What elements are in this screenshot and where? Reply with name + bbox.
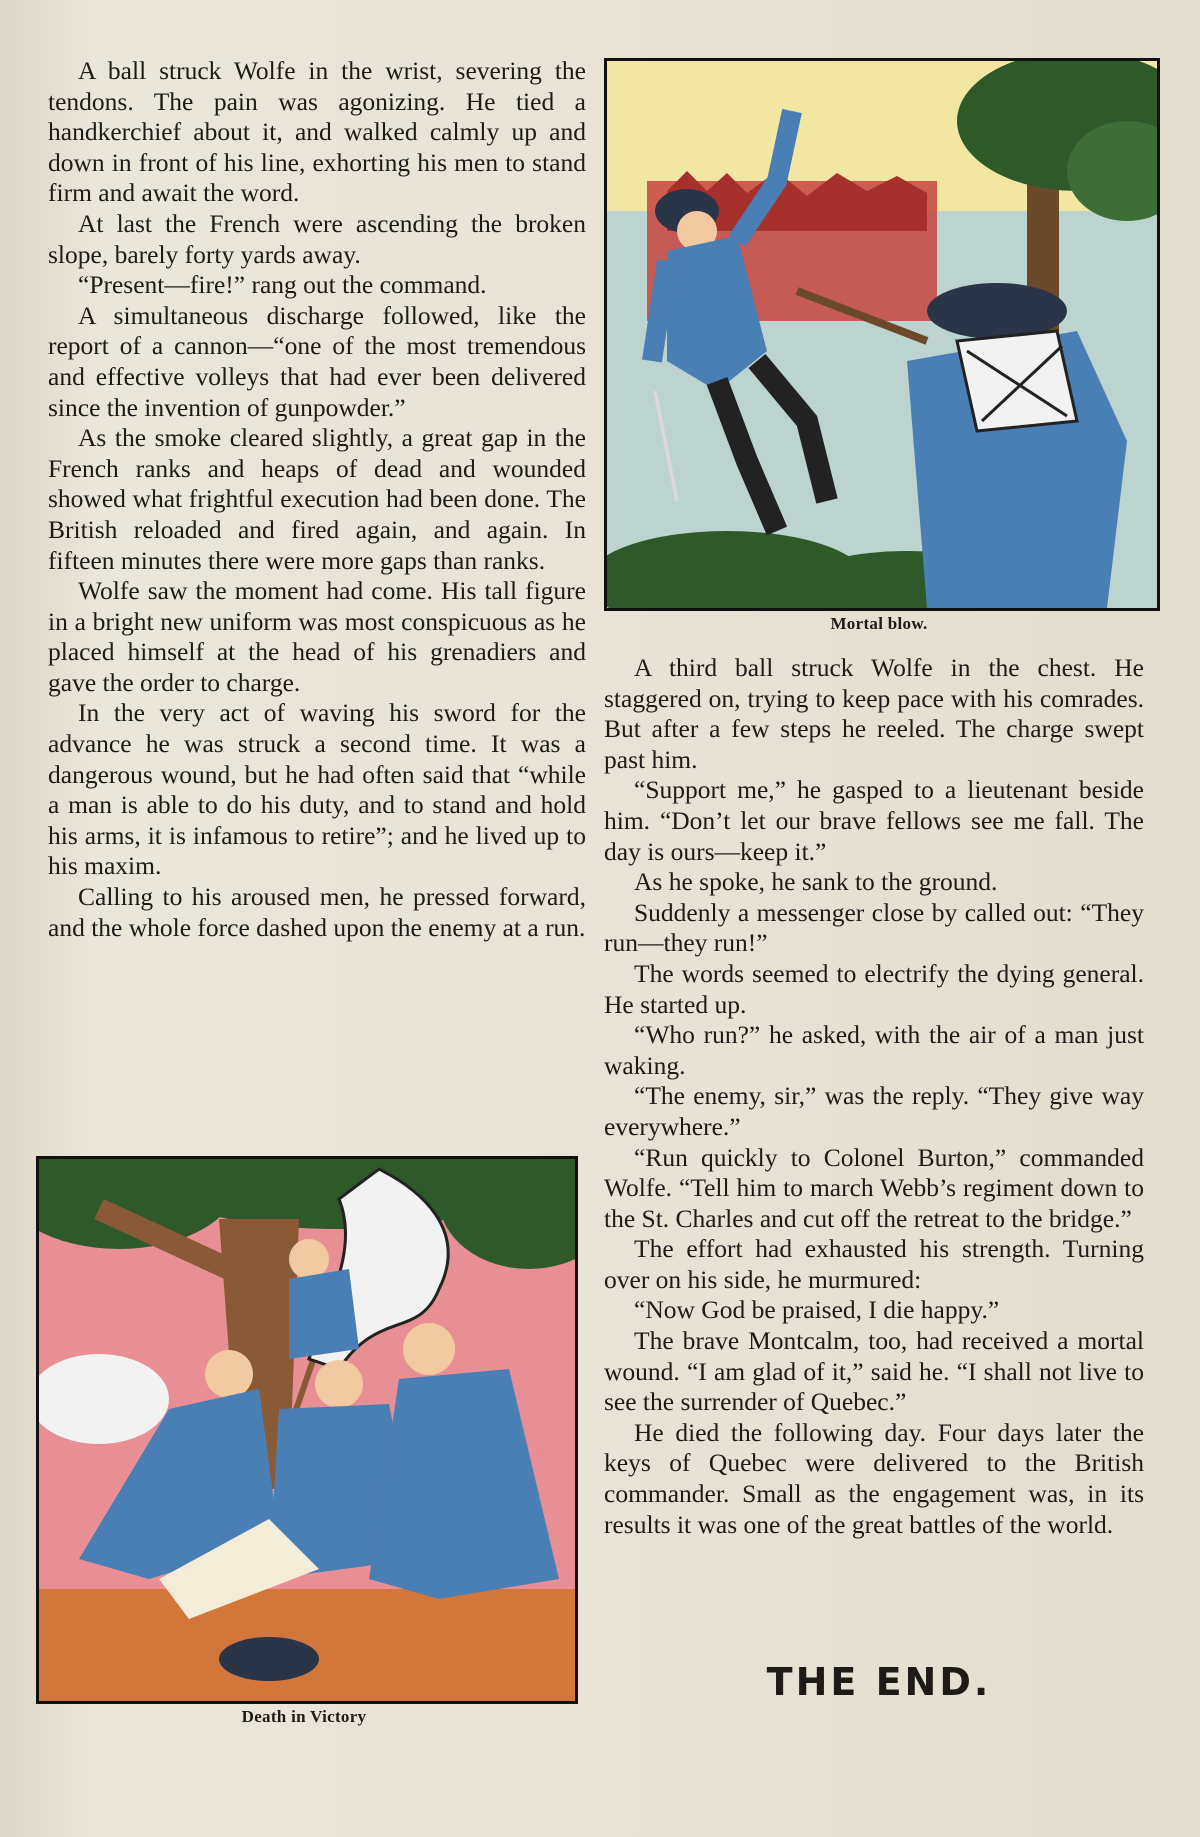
paragraph: “The enemy, sir,” was the reply. “They give way everywhere.” xyxy=(604,1081,1144,1141)
paragraph: The effort had exhausted his strength. Turning over on his side, he murmured: xyxy=(604,1234,1144,1294)
paragraph: “Run quickly to Colonel Burton,” commanded Wolfe. “Tell him to march Webb’s regiment down to the St. Charles and cut off the retreat to the bridge.” xyxy=(604,1142,1144,1233)
illustration-death-in-victory xyxy=(36,1156,578,1704)
left-text-column xyxy=(48,56,586,943)
paragraph: “Present—fire!” rang out the command. xyxy=(78,270,487,300)
caption-death-in-victory: Death in Victory xyxy=(241,1707,367,1726)
paragraph: A simultaneous discharge followed, like the report of a cannon—“one of the most tremendous and effective volleys that had ever been delivered since the invention of gunpowder.” xyxy=(48,300,586,422)
paragraph: A third ball struck Wolfe in the chest. He staggered on, trying to keep pace with his comrades. But after a few steps he reeled. The charge swept past him. xyxy=(604,653,1144,774)
paragraph: “Now God be praised, I die happy.” xyxy=(634,1295,1000,1325)
paragraph: Calling to his aroused men, he pressed forward, and the whole force dashed upon the enemy at a run. xyxy=(48,882,586,942)
paragraph: “Support me,” he gasped to a lieutenant beside him. “Don’t let our brave fellows see me fall. The day is ours—keep it.” xyxy=(604,775,1144,866)
paragraph: “Who run?” he asked, with the air of a man just waking. xyxy=(604,1020,1144,1080)
paragraph: As he spoke, he sank to the ground. xyxy=(634,867,998,897)
caption-mortal-blow: Mortal blow. xyxy=(830,614,928,633)
right-text-column xyxy=(604,653,1144,1540)
paragraph: Suddenly a messenger close by called out: “They run—they run!” xyxy=(604,897,1144,958)
paragraph: He died the following day. Four days later the keys of Quebec were delivered to the British commander. Small as the engagement was, in its results it was one of the great battles of the world. xyxy=(604,1417,1144,1539)
paragraph: The brave Montcalm, too, had received a mortal wound. “I am glad of it,” said he. “I shall not live to see the surrender of Quebec.” xyxy=(604,1326,1144,1417)
paragraph: As the smoke cleared slightly, a great gap in the French ranks and heaps of dead and wounded showed what frightful execution had been done. The British reloaded and fired again, and again. In fifteen minutes there were more gaps than ranks. xyxy=(48,423,586,575)
illustration-mortal-blow xyxy=(604,58,1160,611)
paragraph: The words seemed to electrify the dying general. He started up. xyxy=(604,958,1144,1019)
the-end-title: THE END. xyxy=(766,1660,992,1704)
paragraph: At last the French were ascending the broken slope, barely forty yards away. xyxy=(48,208,586,269)
paragraph: In the very act of waving his sword for the advance he was struck a second time. It was a dangerous wound, but he had often said that “while a man is able to do his duty, and to stand and hold his arms, it is infamous to retire”; and he lived up to his maxim. xyxy=(48,698,586,881)
paragraph: Wolfe saw the moment had come. His tall figure in a bright new uniform was most conspicuous as he placed himself at the head of his grenadiers and gave the order to charge. xyxy=(48,576,586,697)
paragraph: A ball struck Wolfe in the wrist, severing the tendons. The pain was agonizing. He tied a handkerchief about it, and walked calmly up and down in front of his line, exhorting his men to stand firm and await the word. xyxy=(48,56,586,208)
